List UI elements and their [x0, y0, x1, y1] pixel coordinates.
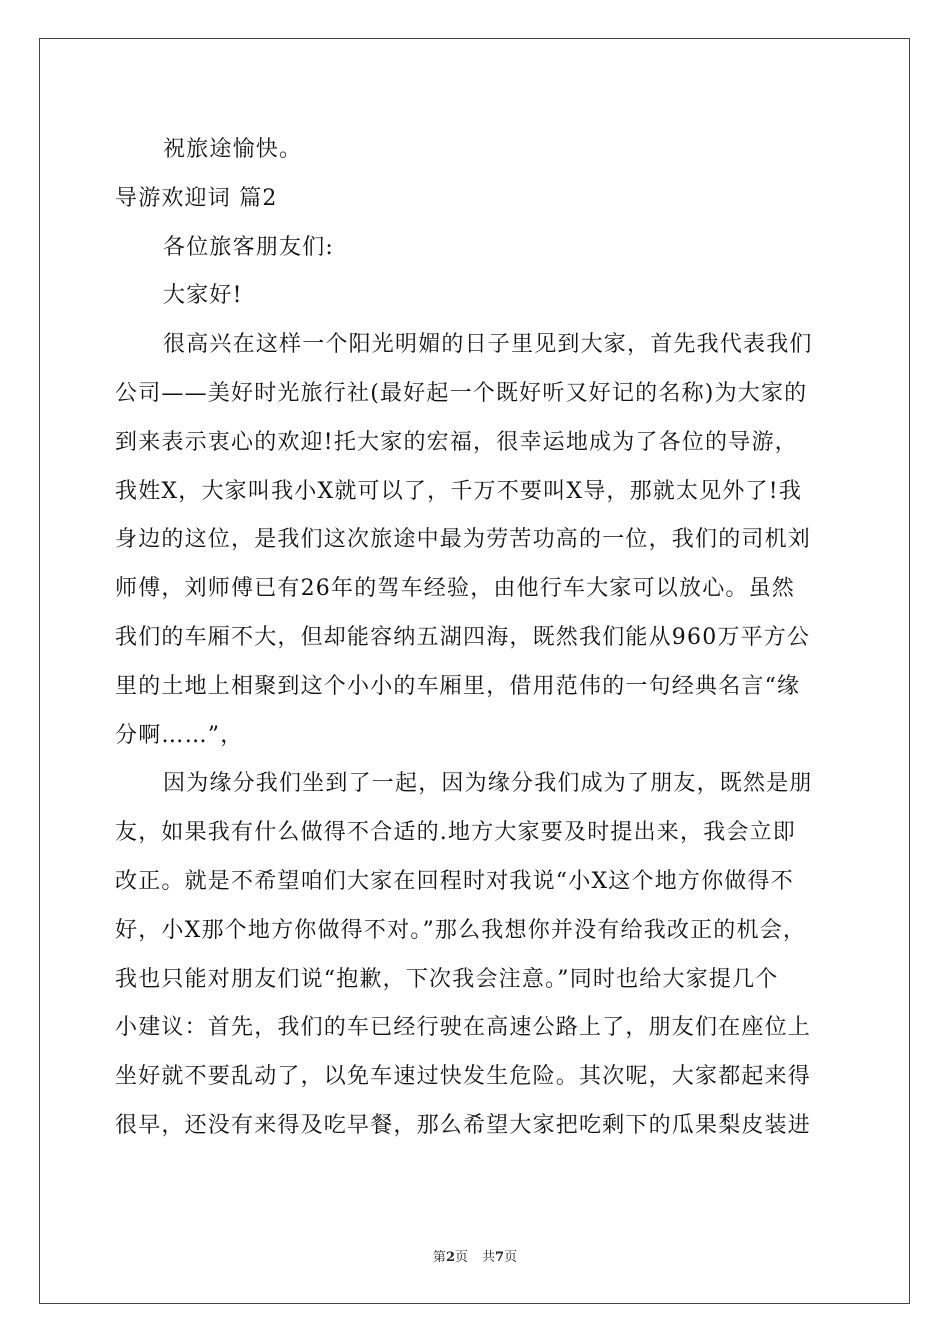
paragraph-line: 很高兴在这样一个阳光明媚的日子里见到大家，首先我代表我们 [163, 332, 813, 358]
paragraph-line: 因为缘分我们坐到了一起，因为缘分我们成为了朋友，既然是朋 [163, 771, 813, 797]
paragraph-line: 小建议：首先，我们的车已经行驶在高速公路上了，朋友们在座位上 [115, 1015, 812, 1041]
paragraph-line: 师傅，刘师傅已有26年的驾车经验，由他行车大家可以放心。虽然 [115, 576, 795, 602]
paragraph-line: 到来表示衷心的欢迎!托大家的宏福，很幸运地成为了各位的导游， [115, 429, 798, 455]
total-page-count: 7 [495, 1250, 505, 1265]
section-heading: 导游欢迎词 篇2 [115, 185, 278, 211]
paragraph-line: 我姓X，大家叫我小X就可以了，千万不要叫X导，那就太见外了!我 [115, 478, 803, 504]
paragraph-line: 很早，还没有来得及吃早餐，那么希望大家把吃剩下的瓜果梨皮装进 [115, 1112, 812, 1138]
paragraph-line: 友，如果我有什么做得不合适的.地方大家要及时提出来，我会立即 [115, 820, 796, 846]
paragraph-line: 改正。就是不希望咱们大家在回程时对我说“小X这个地方你做得不 [115, 868, 794, 894]
paragraph-line: 好，小X那个地方你做得不对。”那么我想你并没有给我改正的机会， [115, 917, 807, 943]
total-pages-suffix: 页 [504, 1250, 518, 1265]
paragraph-line: 公司——美好时光旅行社(最好起一个既好听又好记的名称)为大家的 [115, 380, 808, 406]
paragraph-line: 祝旅途愉快。 [163, 137, 303, 162]
paragraph-line: 里的土地上相聚到这个小小的车厢里，借用范伟的一句经典名言“缘 [115, 673, 801, 699]
document-body [115, 126, 835, 1151]
paragraph-line: 身边的这位，是我们这次旅途中最为劳苦功高的一位，我们的司机刘 [115, 527, 812, 553]
paragraph-line: 我也只能对朋友们说“抱歉，下次我会注意。”同时也给大家提几个 [115, 966, 779, 992]
greeting-line: 各位旅客朋友们: [163, 234, 335, 260]
paragraph-line: 分啊……”， [115, 722, 244, 748]
page-footer [0, 1246, 950, 1265]
page-number-suffix: 页 [454, 1250, 468, 1265]
greeting-line: 大家好! [163, 283, 243, 309]
paragraph-line: 我们的车厢不大，但却能容纳五湖四海，既然我们能从960万平方公 [115, 624, 811, 650]
paragraph-line: 坐好就不要乱动了，以免车速过快发生危险。其次呢，大家都起来得 [115, 1064, 812, 1090]
page-number-prefix: 第 [432, 1250, 446, 1265]
total-pages-prefix: 共 [482, 1250, 496, 1265]
current-page-number: 2 [445, 1250, 455, 1265]
